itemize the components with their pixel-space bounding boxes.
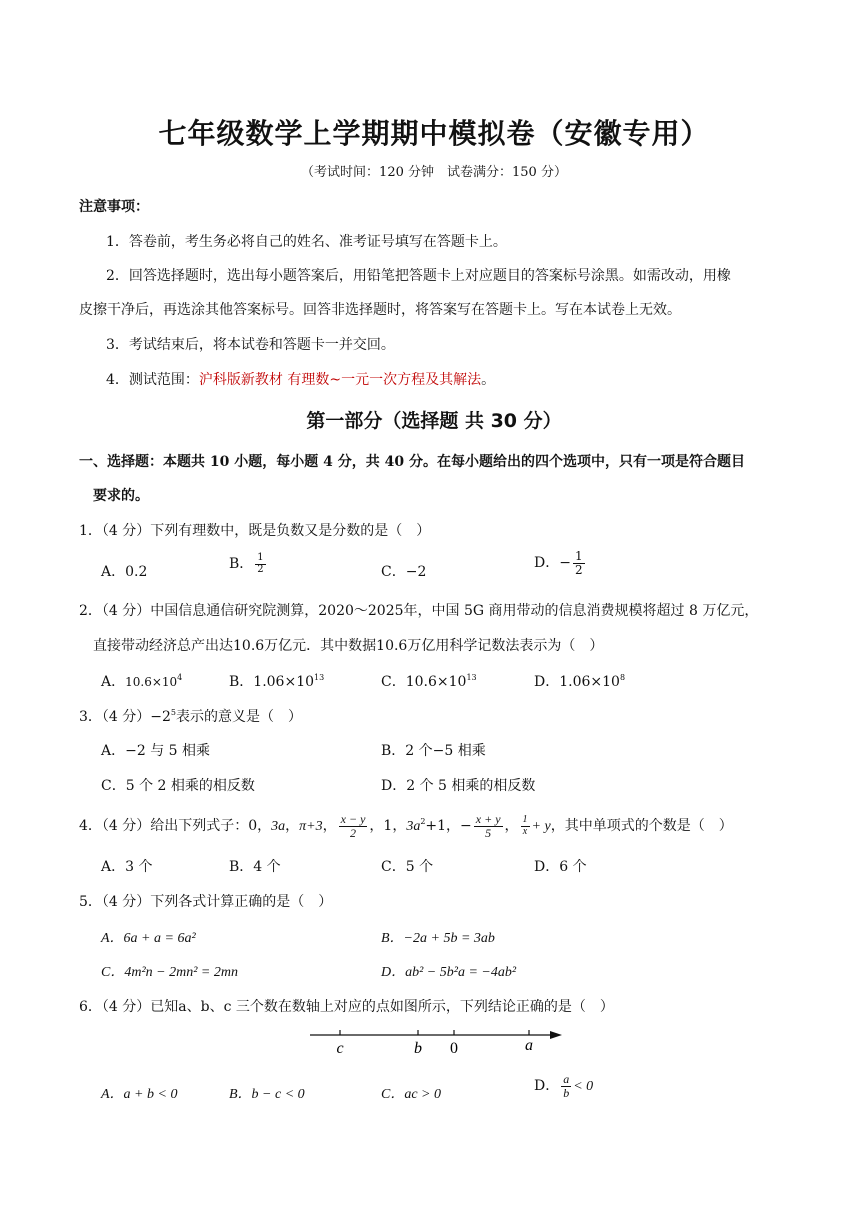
q1-option-b	[229, 553, 268, 575]
page-title: 七年级数学上学期期中模拟卷（安徽专用）	[158, 117, 710, 150]
label: C．	[381, 674, 406, 690]
label-zero: 0	[450, 1040, 458, 1057]
q3-number: 3．（4 分）	[79, 709, 151, 725]
q5-option-b: B．−2a + 5b = 3ab	[381, 931, 495, 946]
q5-option-c: C．4m²n − 2mn² = 2mn	[101, 965, 238, 980]
q4-stem-suffix: ，其中单项式的个数是（ ）	[550, 818, 733, 834]
base: 1.06×10	[559, 674, 620, 690]
q5-stem: 5．（4 分）下列各式计算正确的是（ ）	[79, 894, 333, 910]
test-range: 沪科版新教材 有理数~一元一次方程及其解法	[198, 372, 482, 388]
denominator: x	[522, 825, 528, 837]
q6-option-d-fraction	[561, 1073, 571, 1099]
numerator: 1	[522, 814, 528, 825]
q4-expr-4-exponent: 2	[420, 817, 426, 826]
q4-expr-4-tail: +1	[425, 818, 447, 834]
q6-option-a: A．a + b < 0	[101, 1087, 178, 1102]
note-2-line2: 皮擦干净后，再选涂其他答案标号。回答非选择题时，将答案写在答题卡上。写在本试卷上无效。	[79, 302, 681, 318]
q4-fraction-3	[521, 815, 530, 837]
notes-heading: 注意事项：	[79, 199, 149, 215]
base: 10.6×10	[405, 674, 467, 690]
q3-option-b: B．2 个−5 相乘	[381, 743, 486, 759]
q4-fraction-2	[474, 813, 503, 839]
q3-option-d: D．2 个 5 相乘的相反数	[381, 778, 536, 794]
q2-option-d	[534, 671, 625, 691]
note-3: 3．考试结束后，将本试卷和答题卡一并交回。	[106, 337, 395, 353]
q6-option-d-tail: < 0	[573, 1079, 594, 1095]
numerator: 1	[574, 549, 583, 563]
part1-instructions-line1: 一、选择题：本题共 10 小题，每小题 4 分，共 40 分。在每小题给出的四个选项中，只有一项是符合题目	[79, 454, 745, 470]
q4-expr-3: 1	[383, 818, 393, 834]
q2-option-b	[229, 671, 324, 691]
part1-instructions-line2: 要求的。	[93, 488, 149, 504]
denominator: 5	[485, 825, 492, 840]
q4-option-c: C．5 个	[381, 859, 434, 875]
denominator: 2	[257, 563, 264, 575]
q4-fraction-2-sign: −	[460, 818, 472, 834]
q4-expr-2: π+3	[299, 819, 323, 834]
q4-option-d: D．6 个	[534, 859, 587, 875]
numerator: 1	[257, 552, 264, 563]
exponent: 13	[314, 673, 325, 682]
q6-stem: 6．（4 分）已知a、b、c 三个数在数轴上对应的点如图所示，下列结论正确的是（ ）	[79, 999, 614, 1015]
q2-stem-line1: 2．（4 分）中国信息通信研究院测算，2020～2025年，中国 5G 商用带动的信息消费规模将超过 8 万亿元，	[79, 603, 759, 619]
denominator: b	[563, 1085, 570, 1100]
exam-info: （考试时间：120 分钟 试卷满分：150 分）	[301, 165, 567, 180]
note-4-suffix: 。	[481, 372, 496, 388]
q4-stem-prefix: 4．（4 分）给出下列式子：0，	[79, 818, 272, 834]
exponent: 13	[466, 673, 477, 682]
section-title: 第一部分（选择题 共 30 分）	[306, 410, 562, 432]
note-4	[106, 369, 495, 389]
q3-stem-text: 表示的意义是（ ）	[176, 709, 302, 725]
q1-option-d-label: D．−	[534, 555, 571, 572]
q1-option-c: C．−2	[381, 564, 427, 580]
q2-stem-line2: 直接带动经济总产出达10.6万亿元．其中数据10.6万亿用科学记数法表示为（ ）	[93, 638, 604, 654]
q1-option-b-fraction	[255, 553, 265, 575]
label: B．	[229, 674, 254, 690]
denominator: 2	[350, 825, 357, 840]
denominator: 2	[574, 562, 583, 577]
q6-option-d-label: D．	[534, 1078, 560, 1095]
label-c: c	[336, 1040, 344, 1057]
note-1: 1．答卷前，考生务必将自己的姓名、准考证号填写在答题卡上。	[106, 234, 507, 250]
q3-option-a: A．−2 与 5 相乘	[101, 743, 211, 759]
label: A．	[101, 674, 126, 690]
q1-option-a: A．0.2	[101, 564, 148, 580]
q2-option-a	[101, 671, 182, 691]
q1-option-d	[534, 550, 587, 576]
q4-expr-4-base: 3a	[406, 819, 421, 834]
base: 10.6×10	[125, 675, 178, 689]
q2-option-c	[381, 671, 477, 691]
label-b: b	[414, 1040, 422, 1057]
q1-option-b-label: B．	[229, 556, 254, 572]
numerator: a	[563, 1072, 570, 1086]
q4-fraction-1	[339, 813, 368, 839]
q4-option-b: B．4 个	[229, 859, 281, 875]
exponent: 4	[177, 673, 183, 682]
number-line-diagram	[300, 1022, 570, 1062]
number-line-arrow	[550, 1031, 562, 1039]
q5-option-a: A．6a + a = 6a²	[101, 931, 196, 946]
numerator: x − y	[340, 811, 366, 826]
q3-expr-exponent: 5	[170, 708, 176, 717]
q3-option-c: C．5 个 2 相乘的相反数	[101, 778, 255, 794]
q4-expr-1: 3a	[271, 819, 286, 834]
exponent: 8	[619, 673, 626, 682]
q6-option-b: B．b − c < 0	[229, 1087, 305, 1102]
q1-option-d-fraction	[573, 550, 585, 576]
q4-option-a: A．3 个	[101, 859, 153, 875]
note-4-prefix: 4．测试范围：	[106, 372, 199, 388]
numerator: x + y	[475, 811, 501, 826]
q5-option-d: D．ab² − 5b²a = −4ab²	[381, 965, 517, 980]
note-2-line1: 2．回答选择题时，选出每小题答案后，用铅笔把答题卡上对应题目的答案标号涂黑。如需改动，用橡	[106, 268, 731, 284]
q3-expr-base: −2	[150, 709, 171, 725]
q1-stem: 1．（4 分）下列有理数中，既是负数又是分数的是（ ）	[79, 523, 431, 539]
q6-option-d	[534, 1073, 593, 1099]
q6-option-c: C．ac > 0	[381, 1087, 441, 1102]
label-a: a	[525, 1037, 533, 1054]
base: 1.06×10	[253, 674, 315, 690]
label: D．	[534, 674, 560, 690]
q3-stem	[79, 706, 302, 726]
q4-fraction-3-tail: + y	[531, 819, 551, 834]
q4-stem: 4．（4 分）给出下列式子：0，3a，π+3， $\frac{x - y}{2}$ ，1，$3a^2+1$，− $\frac{x + y}{5}$ ， $\frac{1}{x}$ + y，其中单项式的个数是（ ）	[79, 811, 733, 840]
